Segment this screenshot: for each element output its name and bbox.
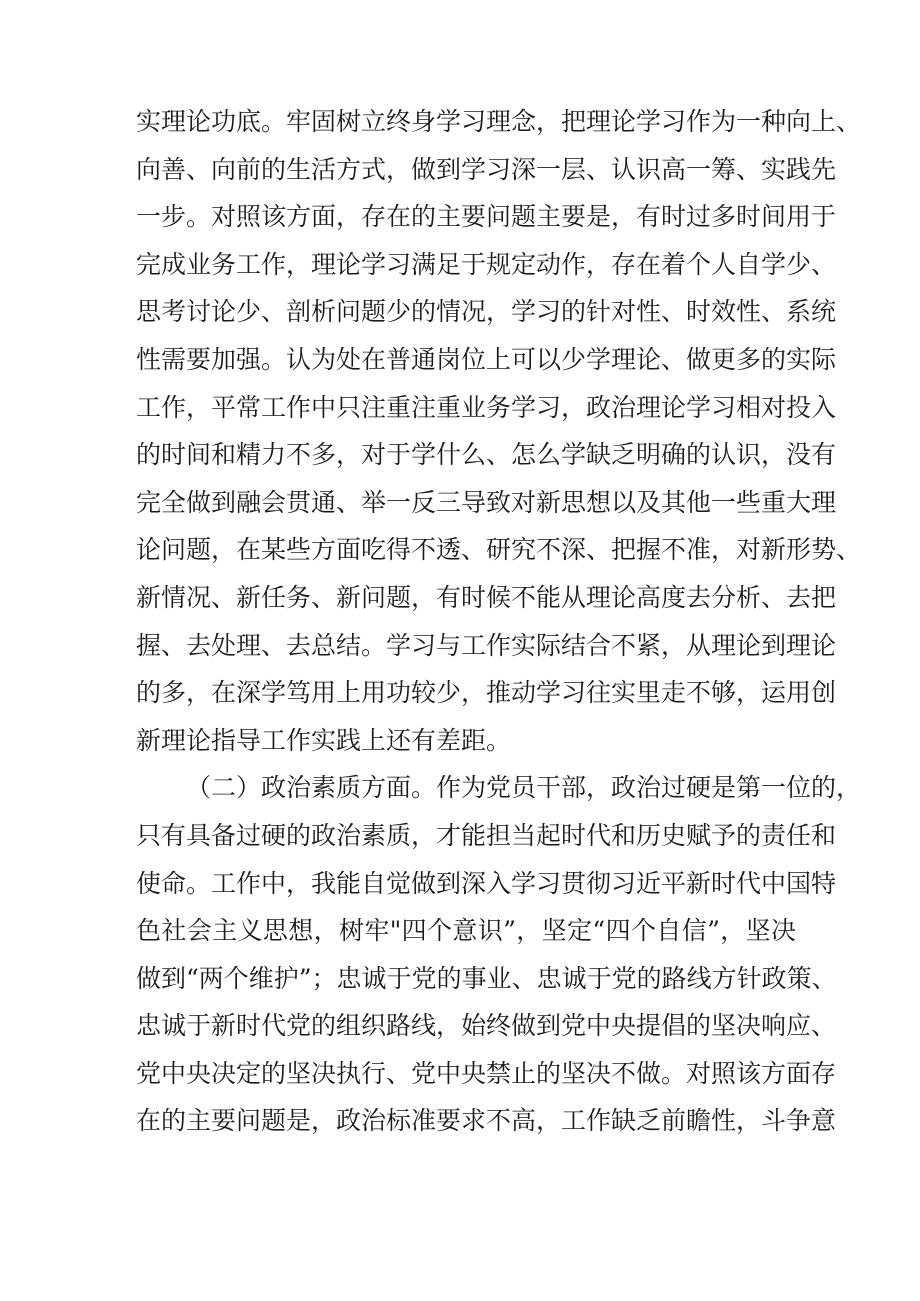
text-line: 做到“两个维护”；忠诚于党的事业、忠诚于党的路线方针政策、 [136,963,837,993]
text-line: 握、去处理、去总结。学习与工作实际结合不紧，从理论到理论 [136,630,837,660]
text-line: 向善、向前的生活方式，做到学习深一层、认识高一筹、实践先 [136,154,837,184]
text-line: 的时间和精力不多，对于学什么、怎么学缺乏明确的认识，没有 [136,440,837,470]
text-line: 一步。对照该方面，存在的主要问题主要是，有时过多时间用于 [136,202,837,232]
text-line: 忠诚于新时代党的组织路线，始终做到党中央提倡的坚决响应、 [136,1011,837,1041]
paragraph-2 [136,764,862,1145]
text-line: 的多，在深学笃用上用功较少，推动学习往实里走不够，运用创 [136,678,837,708]
text-line: 完全做到融会贯通、举一反三导致对新思想以及其他一些重大理 [136,487,837,517]
text-line: 实理论功底。牢固树立终身学习理念，把理论学习作为一种向上、 [136,107,862,136]
text-line: 在的主要问题是，政治标准要求不高，工作缺乏前瞻性，斗争意 [136,1106,837,1136]
text-line: 论问题，在某些方面吃得不透、研究不深、把握不准，对新形势、 [136,535,862,565]
text-line: 新情况、新任务、新问题，有时候不能从理论高度去分析、去把 [136,582,837,612]
text-line: 使命。工作中，我能自觉做到深入学习贯彻习近平新时代中国特 [136,868,837,898]
text-line: 色社会主义思想，树牢"四个意识”，坚定“四个自信”，坚决 [136,916,796,946]
text-line: 思考讨论少、剖析问题少的情况，学习的针对性、时效性、系统 [136,297,837,327]
paragraph-1 [136,98,862,764]
document-body [136,98,862,1145]
text-line: 完成业务工作，理论学习满足于规定动作，存在着个人自学少、 [136,249,837,279]
text-line: 党中央决定的坚决执行、党中央禁止的坚决不做。对照该方面存 [136,1058,837,1088]
text-line: 工作，平常工作中只注重注重业务学习，政治理论学习相对投入 [136,392,837,422]
text-line: 新理论指导工作实践上还有差距。 [136,725,512,755]
section-heading-line: （二）政治素质方面。作为党员干部，政治过硬是第一位的， [186,773,862,803]
text-line: 性需要加强。认为处在普通岗位上可以少学理论、做更多的实际 [136,344,837,374]
text-line: 只有具备过硬的政治素质，才能担当起时代和历史赋予的责任和 [136,820,837,850]
